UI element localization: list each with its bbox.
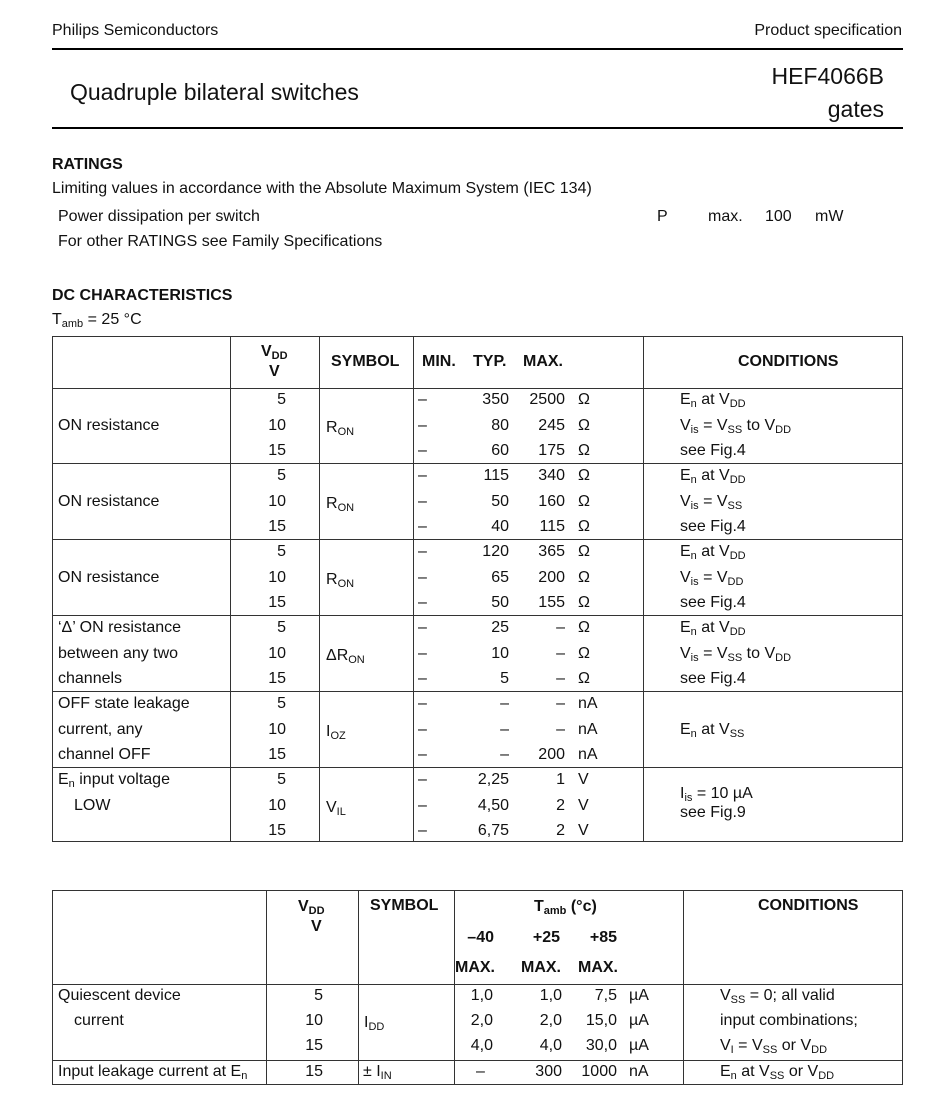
- t2-value: 1,0: [539, 987, 562, 1004]
- power-qualifier: max.: [708, 208, 743, 225]
- condition-text: $V_{is} = V_{SS}$: [680, 492, 743, 512]
- max-value: –: [556, 644, 565, 662]
- unit-value: V: [578, 822, 589, 839]
- condition-text: $E_n$ at $V_{DD}$: [680, 391, 746, 410]
- typ-value: 5: [500, 670, 509, 687]
- t2-symbol-header: SYMBOL: [370, 897, 439, 914]
- max-value: 245: [538, 416, 565, 434]
- power-label: Power dissipation per switch: [58, 208, 260, 225]
- power-value: 100: [765, 208, 792, 225]
- typ-value: –: [500, 695, 509, 712]
- t2-vdd-unit: V: [311, 918, 322, 935]
- condition-text: $E_n$ at $V_{DD}$: [680, 467, 746, 486]
- unit-value: Ω: [578, 391, 590, 408]
- typ-value: –: [500, 746, 509, 763]
- max-value: 115: [539, 518, 565, 535]
- t2-symbol-value: ± $I_{IN}$: [363, 1063, 392, 1082]
- vdd-value: 15: [268, 822, 286, 839]
- max-value: –: [556, 720, 565, 738]
- row-label: ‘Δ’ ON resistance: [58, 619, 182, 636]
- symbol-value: $I_{OZ}$: [326, 722, 346, 742]
- temp-header: +25: [532, 929, 560, 946]
- vdd-value: 10: [268, 492, 286, 510]
- min-value: –: [418, 695, 427, 712]
- unit-value: Ω: [578, 492, 590, 510]
- ratings-intro: Limiting values in accordance with the Absolute Maximum System (IEC 134): [52, 180, 592, 197]
- unit-value: Ω: [578, 568, 590, 586]
- min-value: –: [418, 720, 427, 738]
- power-unit: mW: [815, 208, 844, 225]
- vdd-value: 10: [268, 796, 286, 814]
- symbol-value: $\Delta R_{ON}$: [326, 646, 365, 666]
- t2-value: 300: [535, 1063, 562, 1080]
- typ-value: 25: [491, 619, 509, 636]
- vdd-value: 10: [268, 568, 286, 586]
- part-family: gates: [827, 96, 884, 122]
- condition-text: see Fig.4: [680, 594, 746, 611]
- vdd-value: 10: [268, 644, 286, 662]
- t2-vdd-header: $V_{DD}$: [298, 898, 325, 917]
- page-title: Quadruple bilateral switches: [70, 79, 359, 105]
- row-label: LOW: [74, 796, 111, 814]
- typ-value: 40: [491, 518, 509, 535]
- typ-value: 6,75: [477, 822, 509, 839]
- max-value: –: [556, 670, 565, 687]
- max-value: 160: [538, 492, 565, 510]
- min-value: –: [418, 822, 427, 839]
- t2-value: 4,0: [539, 1037, 562, 1054]
- t2-condition: $E_n$ at $V_{SS}$ or $V_{DD}$: [720, 1063, 835, 1082]
- t2-symbol-value: $I_{DD}$: [364, 1014, 385, 1033]
- unit-value: Ω: [578, 644, 590, 662]
- min-value: –: [418, 568, 427, 586]
- min-value: –: [418, 670, 427, 687]
- t2-unit: µA: [629, 1037, 649, 1054]
- max-value: 200: [538, 568, 565, 586]
- dc-tamb: $T_{amb} = 25$ °C: [52, 311, 142, 330]
- unit-value: nA: [578, 720, 598, 738]
- typ-value: 120: [482, 543, 509, 560]
- t2-value: 7,5: [594, 987, 617, 1004]
- vdd-value: 10: [268, 416, 286, 434]
- t2-value: 4,0: [470, 1037, 493, 1054]
- t2-vdd-value: 15: [305, 1037, 323, 1054]
- unit-value: V: [578, 771, 589, 788]
- max-value: 155: [538, 594, 565, 611]
- min-value: –: [418, 746, 427, 763]
- typ-value: 10: [491, 644, 509, 662]
- unit-value: Ω: [578, 619, 590, 636]
- t2-value: –: [476, 1063, 485, 1080]
- dc-table: [52, 336, 903, 842]
- max-value: 175: [538, 442, 565, 459]
- unit-value: Ω: [578, 518, 590, 535]
- symbol-header: SYMBOL: [331, 353, 400, 370]
- vdd-value: 15: [268, 442, 286, 459]
- t2-value: 2,0: [539, 1012, 562, 1029]
- typ-value: –: [500, 720, 509, 738]
- max-value: 2: [556, 796, 565, 814]
- symbol-value: $R_{ON}$: [326, 418, 355, 438]
- t2-row-label: current: [74, 1012, 124, 1029]
- min-value: –: [418, 771, 427, 788]
- row-label: current, any: [58, 720, 143, 738]
- t2-value: 30,0: [585, 1037, 617, 1054]
- typ-value: 115: [483, 467, 509, 484]
- unit-value: Ω: [578, 543, 590, 560]
- condition-text: $V_{is} = V_{SS}$ to $V_{DD}$: [680, 416, 792, 436]
- max-value: –: [556, 619, 565, 636]
- typ-value: 4,50: [477, 796, 509, 814]
- unit-value: V: [578, 796, 589, 814]
- t2-condition: $V_I = V_{SS}$ or $V_{DD}$: [720, 1037, 828, 1056]
- part-number: HEF4066B: [771, 63, 884, 89]
- typ-value: 2,25: [477, 771, 509, 788]
- t2-condition: $V_{SS} = 0$; all valid: [720, 987, 835, 1006]
- t2-value: 1,0: [470, 987, 493, 1004]
- min-value: –: [418, 796, 427, 814]
- vdd-header: $V_{DD}$: [261, 343, 288, 362]
- t2-value: 2,0: [470, 1012, 493, 1029]
- typ-header: TYP.: [473, 353, 507, 370]
- condition-text: see Fig.4: [680, 670, 746, 687]
- min-value: –: [418, 518, 427, 535]
- unit-value: Ω: [578, 670, 590, 687]
- unit-value: Ω: [578, 467, 590, 484]
- min-value: –: [418, 594, 427, 611]
- condition-text: see Fig.9: [680, 804, 746, 821]
- max-header: MAX.: [578, 959, 618, 976]
- t2-unit: µA: [629, 1012, 649, 1029]
- min-value: –: [418, 492, 427, 510]
- t2-conditions-header: CONDITIONS: [758, 897, 859, 914]
- t2-condition: input combinations;: [720, 1012, 858, 1029]
- min-value: –: [418, 467, 427, 484]
- typ-value: 65: [491, 568, 509, 586]
- max-header: MAX.: [523, 353, 563, 370]
- condition-text: $E_n$ at $V_{DD}$: [680, 619, 746, 638]
- vdd-value: 5: [277, 467, 286, 484]
- vdd-value: 5: [277, 619, 286, 636]
- min-value: –: [418, 543, 427, 560]
- vdd-value: 15: [268, 746, 286, 763]
- unit-value: nA: [578, 746, 598, 763]
- max-header: MAX.: [455, 959, 495, 976]
- unit-value: nA: [578, 695, 598, 712]
- vdd-value: 15: [268, 518, 286, 535]
- condition-text: $I_{is} = 10$ µA: [680, 785, 753, 804]
- row-label: between any two: [58, 644, 179, 662]
- max-value: 2500: [529, 391, 565, 408]
- t2-unit: nA: [629, 1063, 649, 1080]
- typ-value: 350: [482, 391, 509, 408]
- vdd-value: 5: [277, 391, 286, 408]
- vdd-value: 15: [268, 670, 286, 687]
- title-rule: [52, 127, 903, 129]
- unit-value: Ω: [578, 416, 590, 434]
- symbol-value: $V_{IL}$: [326, 798, 346, 818]
- t2-vdd-value: 15: [305, 1063, 323, 1080]
- row-label: ON resistance: [58, 416, 160, 434]
- max-value: 200: [538, 746, 565, 763]
- symbol-value: $R_{ON}$: [326, 570, 355, 590]
- min-value: –: [418, 416, 427, 434]
- temp-header: +85: [589, 929, 617, 946]
- min-value: –: [418, 644, 427, 662]
- typ-value: 80: [491, 416, 509, 434]
- max-value: –: [556, 695, 565, 712]
- t2-unit: µA: [629, 987, 649, 1004]
- temp-header: –40: [467, 929, 494, 946]
- typ-value: 50: [491, 492, 509, 510]
- unit-value: Ω: [578, 442, 590, 459]
- condition-text: $V_{is} = V_{SS}$ to $V_{DD}$: [680, 644, 792, 664]
- t2-vdd-value: 10: [305, 1012, 323, 1029]
- min-value: –: [418, 391, 427, 408]
- vdd-value: 10: [268, 720, 286, 738]
- min-header: MIN.: [422, 353, 456, 370]
- ratings-heading: RATINGS: [52, 156, 123, 173]
- row-label: channels: [58, 670, 123, 687]
- unit-value: Ω: [578, 594, 590, 611]
- t2-value: 15,0: [585, 1012, 617, 1029]
- t2-vdd-value: 5: [314, 987, 323, 1004]
- condition-text: see Fig.4: [680, 518, 746, 535]
- t2-row-label: Input leakage current at $E_n$: [58, 1063, 248, 1082]
- vdd-value: 5: [277, 543, 286, 560]
- header-rule: [52, 48, 903, 50]
- row-label: OFF state leakage: [58, 695, 190, 712]
- symbol-value: $R_{ON}$: [326, 494, 355, 514]
- document-type: Product specification: [754, 22, 902, 39]
- condition-text: $E_n$ at $V_{DD}$: [680, 543, 746, 562]
- row-label: $E_n$ input voltage: [58, 771, 170, 790]
- company-name: Philips Semiconductors: [52, 22, 219, 39]
- max-value: 1: [556, 771, 565, 788]
- row-label: ON resistance: [58, 492, 160, 510]
- condition-text: $V_{is} = V_{DD}$: [680, 568, 744, 588]
- ratings-other: For other RATINGS see Family Specifications: [58, 233, 383, 250]
- vdd-value: 15: [268, 594, 286, 611]
- power-symbol: P: [657, 208, 668, 225]
- max-value: 340: [538, 467, 565, 484]
- min-value: –: [418, 619, 427, 636]
- vdd-value: 5: [277, 771, 286, 788]
- dc-heading: DC CHARACTERISTICS: [52, 287, 233, 304]
- vdd-unit: V: [269, 363, 280, 380]
- max-value: 365: [538, 543, 565, 560]
- t2-row-label: Quiescent device: [58, 987, 181, 1004]
- vdd-value: 5: [277, 695, 286, 712]
- min-value: –: [418, 442, 427, 459]
- t2-value: 1000: [581, 1063, 617, 1080]
- t2-tamb-header: $T_{amb}$ (°c): [534, 898, 597, 917]
- max-value: 2: [556, 822, 565, 839]
- condition-text: $E_n$ at $V_{SS}$: [680, 720, 745, 740]
- conditions-header: CONDITIONS: [738, 353, 839, 370]
- condition-text: see Fig.4: [680, 442, 746, 459]
- row-label: ON resistance: [58, 568, 160, 586]
- typ-value: 60: [491, 442, 509, 459]
- typ-value: 50: [491, 594, 509, 611]
- row-label: channel OFF: [58, 746, 151, 763]
- max-header: MAX.: [521, 959, 561, 976]
